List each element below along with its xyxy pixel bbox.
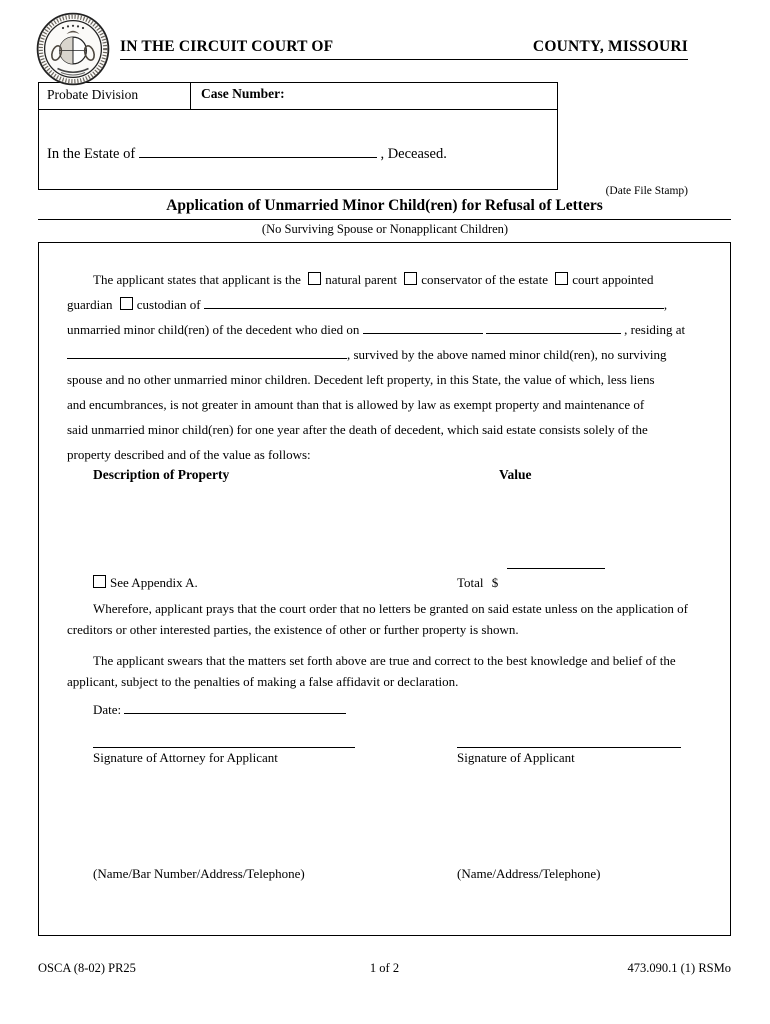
custodian-option-label: custodian of	[136, 297, 201, 312]
custodian-checkbox[interactable]	[120, 297, 133, 310]
custodian-of-blank[interactable]	[204, 295, 664, 309]
estate-of-line	[47, 144, 557, 163]
see-appendix-group	[93, 575, 198, 590]
natural-parent-checkbox[interactable]	[308, 272, 321, 285]
body-line-7: said unmarried minor child(ren) for one year after the death of decedent, which said estate consists solely of the	[67, 422, 648, 437]
line-2-comma: ,	[663, 297, 668, 312]
court-header	[120, 38, 688, 60]
court-appointed-guardian-checkbox[interactable]	[555, 272, 568, 285]
signature-lines	[67, 742, 704, 748]
attorney-signature-line[interactable]	[93, 742, 355, 748]
total-amount-line[interactable]	[507, 561, 605, 569]
body-line-1	[67, 267, 704, 292]
date-blank[interactable]	[124, 700, 346, 714]
date-file-stamp-label: (Date File Stamp)	[605, 185, 688, 197]
missouri-state-seal-graphic	[36, 12, 110, 86]
guardian-option-label-part1: court appointed	[572, 272, 654, 287]
body-line-2	[67, 292, 704, 317]
see-appendix-checkbox[interactable]	[93, 575, 106, 588]
missouri-state-seal-icon	[36, 12, 110, 86]
guardian-option-label-part2: guardian	[67, 297, 113, 312]
probate-division-label: Probate Division	[39, 83, 191, 109]
form-title: Application of Unmarried Minor Child(ren) for Refusal of Letters	[38, 197, 731, 220]
signature-labels	[67, 750, 704, 770]
death-date-blank-1[interactable]	[363, 320, 483, 334]
appendix-row	[67, 572, 704, 594]
property-table-header	[67, 467, 704, 487]
total-amount-row	[67, 561, 704, 569]
footer-page-number: 1 of 2	[369, 961, 400, 975]
residence-blank[interactable]	[67, 345, 347, 359]
death-date-blank-2[interactable]	[486, 320, 621, 334]
application-body-box	[38, 242, 731, 936]
footer-statute-reference: 473.090.1 (1) RSMo	[627, 961, 731, 975]
description-of-property-header: Description of Property	[93, 467, 230, 482]
page-footer	[38, 961, 731, 979]
natural-parent-option-label: natural parent	[325, 272, 398, 287]
footer-form-number: OSCA (8-02) PR25	[38, 961, 136, 975]
body-line-1-text: The applicant states that applicant is the	[93, 272, 301, 287]
estate-name-blank[interactable]	[139, 144, 377, 158]
case-info-box	[38, 82, 558, 190]
signature-applicant-label: Signature of Applicant	[457, 750, 575, 765]
form-subtitle: (No Surviving Spouse or Nonapplicant Children)	[261, 222, 509, 236]
court-header-prefix: IN THE CIRCUIT COURT OF	[120, 38, 334, 55]
estate-of-suffix: , Deceased.	[380, 146, 447, 162]
contact-info-labels	[67, 866, 704, 886]
date-row	[93, 700, 704, 720]
see-appendix-label: See Appendix A.	[110, 575, 198, 590]
attorney-info-label: (Name/Bar Number/Address/Telephone)	[93, 866, 305, 881]
applicant-signature-line[interactable]	[457, 742, 681, 748]
body-line-5: spouse and no other unmarried minor children. Decedent left property, in this State, the value of which, less liens	[67, 372, 655, 387]
value-header: Value	[499, 467, 532, 482]
body-line-8: property described and of the value as follows:	[67, 447, 311, 462]
case-info-header-row	[39, 83, 557, 110]
total-label: Total $	[457, 575, 499, 590]
swears-paragraph: The applicant swears that the matters set forth above are true and correct to the best knowledge and belief of the applicant, subject to the penalties of making a false affidavit or declaration.	[67, 653, 676, 689]
body-line-3-end: , residing at	[624, 322, 686, 337]
court-header-suffix: COUNTY, MISSOURI	[532, 38, 688, 55]
date-label: Date:	[93, 702, 122, 717]
case-number-field[interactable]: Case Number:	[201, 86, 285, 101]
wherefore-paragraph: Wherefore, applicant prays that the court order that no letters be granted on said estate unless on the application of creditors or other interested parties, the existence of other or further property is shown.	[67, 601, 688, 637]
body-line-4	[67, 342, 704, 367]
conservator-checkbox[interactable]	[404, 272, 417, 285]
applicant-info-label: (Name/Address/Telephone)	[457, 866, 601, 881]
signature-attorney-label: Signature of Attorney for Applicant	[93, 750, 278, 765]
body-line-3	[67, 317, 704, 342]
conservator-option-label: conservator of the estate	[421, 272, 548, 287]
estate-of-prefix: In the Estate of	[47, 146, 136, 162]
body-line-3-text: unmarried minor child(ren) of the decedent who died on	[67, 322, 360, 337]
body-line-4-text: , survived by the above named minor child(ren), no surviving	[347, 347, 667, 362]
body-line-6: and encumbrances, is not greater in amount than that is allowed by law as exempt property and maintenance of	[67, 397, 645, 412]
